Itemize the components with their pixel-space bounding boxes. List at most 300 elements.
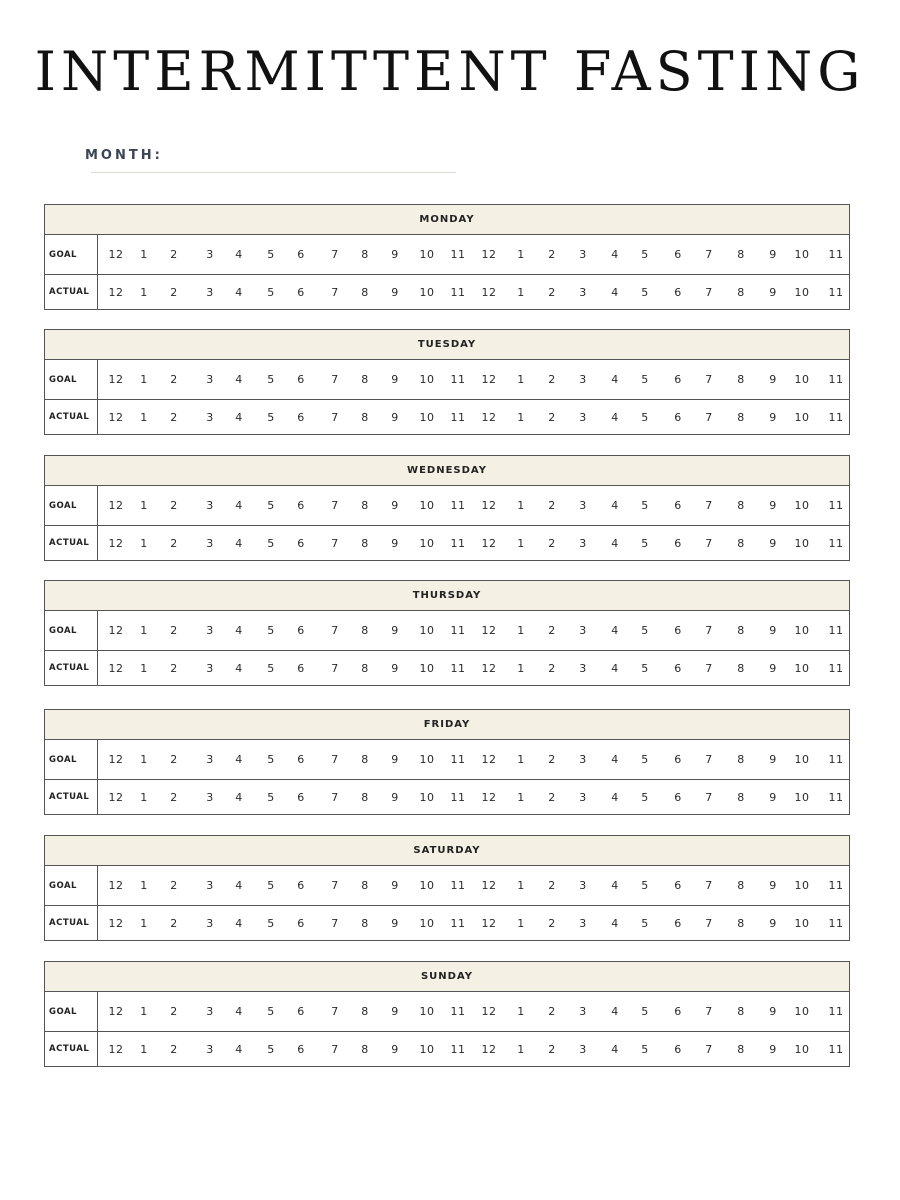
hour-cell[interactable]: 4 xyxy=(235,879,243,892)
hour-cell[interactable]: 7 xyxy=(331,661,339,675)
hour-cell[interactable]: 3 xyxy=(579,916,587,930)
hour-cell[interactable]: 8 xyxy=(361,285,369,299)
hour-cell[interactable]: 11 xyxy=(828,285,844,299)
hour-cell[interactable]: 6 xyxy=(297,410,305,424)
hour-cell[interactable]: 2 xyxy=(548,1042,556,1056)
hour-cell[interactable]: 5 xyxy=(641,536,649,550)
hour-cell[interactable]: 3 xyxy=(206,661,214,675)
hour-cell[interactable]: 3 xyxy=(579,624,587,637)
hour-cell[interactable]: 3 xyxy=(579,536,587,550)
hour-cell[interactable]: 12 xyxy=(108,661,124,675)
hour-cell[interactable]: 5 xyxy=(267,285,275,299)
hour-cell[interactable]: 4 xyxy=(235,753,243,766)
hour-cell[interactable]: 9 xyxy=(391,624,399,637)
hour-cell[interactable]: 5 xyxy=(641,285,649,299)
hour-cell[interactable]: 3 xyxy=(579,1005,587,1018)
hour-cell[interactable]: 8 xyxy=(737,410,745,424)
hour-cell[interactable]: 9 xyxy=(769,285,777,299)
hour-cell[interactable]: 2 xyxy=(170,1042,178,1056)
hour-cell[interactable]: 6 xyxy=(674,753,682,766)
hour-cell[interactable]: 4 xyxy=(611,790,619,804)
hour-cell[interactable]: 1 xyxy=(140,410,148,424)
hour-cell[interactable]: 10 xyxy=(794,499,810,512)
hour-cell[interactable]: 11 xyxy=(828,624,844,637)
hour-cell[interactable]: 11 xyxy=(450,373,466,386)
hour-cell[interactable]: 10 xyxy=(794,624,810,637)
hour-cell[interactable]: 6 xyxy=(297,790,305,804)
hour-cell[interactable]: 1 xyxy=(517,1042,525,1056)
hour-cell[interactable]: 4 xyxy=(235,499,243,512)
hour-cell[interactable]: 8 xyxy=(737,536,745,550)
hour-cell[interactable]: 9 xyxy=(769,790,777,804)
hour-cell[interactable]: 10 xyxy=(794,1042,810,1056)
hour-cell[interactable]: 3 xyxy=(206,1042,214,1056)
hour-cell[interactable]: 8 xyxy=(737,1005,745,1018)
hour-cell[interactable]: 10 xyxy=(794,248,810,261)
hour-cell[interactable]: 1 xyxy=(517,753,525,766)
hour-cell[interactable]: 12 xyxy=(481,373,497,386)
hour-cell[interactable]: 12 xyxy=(481,499,497,512)
hour-cell[interactable]: 12 xyxy=(481,916,497,930)
hour-cell[interactable]: 4 xyxy=(611,248,619,261)
hour-cell[interactable]: 11 xyxy=(828,536,844,550)
hour-cell[interactable]: 9 xyxy=(391,373,399,386)
hour-cell[interactable]: 7 xyxy=(331,410,339,424)
hour-cell[interactable]: 8 xyxy=(361,879,369,892)
hour-cell[interactable]: 12 xyxy=(481,410,497,424)
hour-cell[interactable]: 11 xyxy=(450,1042,466,1056)
hour-cell[interactable]: 8 xyxy=(737,499,745,512)
hour-cell[interactable]: 8 xyxy=(737,790,745,804)
hour-cell[interactable]: 9 xyxy=(391,879,399,892)
hour-cell[interactable]: 4 xyxy=(611,879,619,892)
hour-cell[interactable]: 6 xyxy=(674,624,682,637)
hour-cell[interactable]: 8 xyxy=(361,1005,369,1018)
hour-cell[interactable]: 10 xyxy=(794,536,810,550)
hour-cell[interactable]: 1 xyxy=(517,1005,525,1018)
hour-cell[interactable]: 9 xyxy=(391,790,399,804)
hour-cell[interactable]: 12 xyxy=(108,248,124,261)
hour-cell[interactable]: 6 xyxy=(674,661,682,675)
hour-cell[interactable]: 1 xyxy=(140,248,148,261)
hour-cell[interactable]: 2 xyxy=(170,753,178,766)
hour-cell[interactable]: 6 xyxy=(674,248,682,261)
hour-cell[interactable]: 10 xyxy=(419,661,435,675)
hour-cell[interactable]: 12 xyxy=(481,753,497,766)
hour-cell[interactable]: 12 xyxy=(108,916,124,930)
hour-cell[interactable]: 3 xyxy=(206,536,214,550)
hour-cell[interactable]: 8 xyxy=(737,661,745,675)
hour-cell[interactable]: 12 xyxy=(108,410,124,424)
hour-cell[interactable]: 3 xyxy=(579,790,587,804)
hour-cell[interactable]: 9 xyxy=(391,536,399,550)
hour-cell[interactable]: 6 xyxy=(297,661,305,675)
hour-cell[interactable]: 2 xyxy=(170,1005,178,1018)
hour-cell[interactable]: 12 xyxy=(108,1042,124,1056)
hour-cell[interactable]: 4 xyxy=(235,285,243,299)
hour-cell[interactable]: 11 xyxy=(828,661,844,675)
hour-cell[interactable]: 4 xyxy=(235,1005,243,1018)
hour-cell[interactable]: 6 xyxy=(297,373,305,386)
hour-cell[interactable]: 2 xyxy=(170,373,178,386)
hour-cell[interactable]: 4 xyxy=(235,248,243,261)
hour-cell[interactable]: 2 xyxy=(548,879,556,892)
hour-cell[interactable]: 9 xyxy=(391,1042,399,1056)
hour-cell[interactable]: 6 xyxy=(297,1042,305,1056)
hour-cell[interactable]: 1 xyxy=(140,790,148,804)
hour-cell[interactable]: 4 xyxy=(611,916,619,930)
hour-cell[interactable]: 12 xyxy=(481,624,497,637)
hour-cell[interactable]: 1 xyxy=(517,916,525,930)
hour-cell[interactable]: 7 xyxy=(331,536,339,550)
hour-cell[interactable]: 1 xyxy=(517,410,525,424)
hour-cell[interactable]: 11 xyxy=(828,753,844,766)
hour-cell[interactable]: 10 xyxy=(419,373,435,386)
hour-cell[interactable]: 4 xyxy=(611,285,619,299)
hour-cell[interactable]: 5 xyxy=(641,1042,649,1056)
hour-cell[interactable]: 10 xyxy=(419,790,435,804)
hour-cell[interactable]: 3 xyxy=(206,879,214,892)
hour-cell[interactable]: 9 xyxy=(391,499,399,512)
hour-cell[interactable]: 2 xyxy=(170,624,178,637)
hour-cell[interactable]: 6 xyxy=(674,410,682,424)
hour-cell[interactable]: 3 xyxy=(206,790,214,804)
hour-cell[interactable]: 8 xyxy=(361,753,369,766)
hour-cell[interactable]: 10 xyxy=(794,790,810,804)
hour-cell[interactable]: 10 xyxy=(419,499,435,512)
hour-cell[interactable]: 7 xyxy=(705,1005,713,1018)
hour-cell[interactable]: 11 xyxy=(450,879,466,892)
hour-cell[interactable]: 9 xyxy=(391,248,399,261)
hour-cell[interactable]: 9 xyxy=(769,753,777,766)
hour-cell[interactable]: 5 xyxy=(267,790,275,804)
hour-cell[interactable]: 4 xyxy=(235,536,243,550)
hour-cell[interactable]: 7 xyxy=(331,373,339,386)
hour-cell[interactable]: 3 xyxy=(206,624,214,637)
hour-cell[interactable]: 6 xyxy=(674,499,682,512)
hour-cell[interactable]: 7 xyxy=(331,790,339,804)
hour-cell[interactable]: 10 xyxy=(419,248,435,261)
hour-cell[interactable]: 2 xyxy=(170,879,178,892)
hour-cell[interactable]: 5 xyxy=(267,1005,275,1018)
hour-cell[interactable]: 5 xyxy=(267,1042,275,1056)
hour-cell[interactable]: 1 xyxy=(517,790,525,804)
hour-cell[interactable]: 4 xyxy=(611,373,619,386)
hour-cell[interactable]: 11 xyxy=(828,499,844,512)
hour-cell[interactable]: 2 xyxy=(170,790,178,804)
hour-cell[interactable]: 10 xyxy=(794,879,810,892)
hour-cell[interactable]: 5 xyxy=(267,536,275,550)
hour-cell[interactable]: 9 xyxy=(769,410,777,424)
hour-cell[interactable]: 3 xyxy=(579,661,587,675)
hour-cell[interactable]: 8 xyxy=(737,624,745,637)
hour-cell[interactable]: 5 xyxy=(267,373,275,386)
hour-cell[interactable]: 12 xyxy=(108,1005,124,1018)
hour-cell[interactable]: 10 xyxy=(794,753,810,766)
hour-cell[interactable]: 12 xyxy=(481,1042,497,1056)
hour-cell[interactable]: 2 xyxy=(548,790,556,804)
hour-cell[interactable]: 8 xyxy=(361,661,369,675)
hour-cell[interactable]: 2 xyxy=(170,916,178,930)
hour-cell[interactable]: 2 xyxy=(548,373,556,386)
hour-cell[interactable]: 7 xyxy=(331,1042,339,1056)
hour-cell[interactable]: 12 xyxy=(108,373,124,386)
hour-cell[interactable]: 1 xyxy=(517,536,525,550)
hour-cell[interactable]: 8 xyxy=(361,1042,369,1056)
hour-cell[interactable]: 11 xyxy=(450,499,466,512)
hour-cell[interactable]: 10 xyxy=(419,879,435,892)
hour-cell[interactable]: 6 xyxy=(674,536,682,550)
hour-cell[interactable]: 1 xyxy=(517,661,525,675)
hour-cell[interactable]: 12 xyxy=(108,753,124,766)
hour-cell[interactable]: 9 xyxy=(391,661,399,675)
hour-cell[interactable]: 4 xyxy=(235,661,243,675)
hour-cell[interactable]: 7 xyxy=(331,248,339,261)
hour-cell[interactable]: 9 xyxy=(769,499,777,512)
hour-cell[interactable]: 7 xyxy=(705,661,713,675)
hour-cell[interactable]: 5 xyxy=(641,916,649,930)
hour-cell[interactable]: 8 xyxy=(737,753,745,766)
hour-cell[interactable]: 7 xyxy=(705,410,713,424)
hour-cell[interactable]: 4 xyxy=(235,1042,243,1056)
hour-cell[interactable]: 10 xyxy=(419,410,435,424)
hour-cell[interactable]: 8 xyxy=(361,916,369,930)
hour-cell[interactable]: 11 xyxy=(450,285,466,299)
hour-cell[interactable]: 4 xyxy=(611,1042,619,1056)
hour-cell[interactable]: 11 xyxy=(450,661,466,675)
hour-cell[interactable]: 2 xyxy=(170,499,178,512)
hour-cell[interactable]: 3 xyxy=(206,373,214,386)
hour-cell[interactable]: 12 xyxy=(481,879,497,892)
hour-cell[interactable]: 6 xyxy=(297,1005,305,1018)
hour-cell[interactable]: 6 xyxy=(297,285,305,299)
hour-cell[interactable]: 5 xyxy=(267,916,275,930)
hour-cell[interactable]: 11 xyxy=(828,373,844,386)
hour-cell[interactable]: 2 xyxy=(548,916,556,930)
hour-cell[interactable]: 1 xyxy=(517,373,525,386)
hour-cell[interactable]: 4 xyxy=(235,790,243,804)
hour-cell[interactable]: 3 xyxy=(206,499,214,512)
hour-cell[interactable]: 1 xyxy=(517,285,525,299)
hour-cell[interactable]: 8 xyxy=(361,624,369,637)
hour-cell[interactable]: 6 xyxy=(297,624,305,637)
hour-cell[interactable]: 11 xyxy=(828,248,844,261)
hour-cell[interactable]: 1 xyxy=(140,499,148,512)
hour-cell[interactable]: 9 xyxy=(769,536,777,550)
hour-cell[interactable]: 6 xyxy=(674,916,682,930)
hour-cell[interactable]: 10 xyxy=(419,916,435,930)
hour-cell[interactable]: 9 xyxy=(769,373,777,386)
hour-cell[interactable]: 12 xyxy=(108,536,124,550)
hour-cell[interactable]: 5 xyxy=(641,753,649,766)
hour-cell[interactable]: 7 xyxy=(705,753,713,766)
hour-cell[interactable]: 4 xyxy=(235,373,243,386)
hour-cell[interactable]: 11 xyxy=(450,1005,466,1018)
hour-cell[interactable]: 9 xyxy=(391,1005,399,1018)
hour-cell[interactable]: 4 xyxy=(611,410,619,424)
hour-cell[interactable]: 7 xyxy=(705,624,713,637)
hour-cell[interactable]: 9 xyxy=(769,1042,777,1056)
hour-cell[interactable]: 8 xyxy=(737,1042,745,1056)
hour-cell[interactable]: 1 xyxy=(140,753,148,766)
hour-cell[interactable]: 3 xyxy=(206,248,214,261)
hour-cell[interactable]: 7 xyxy=(331,499,339,512)
hour-cell[interactable]: 3 xyxy=(206,285,214,299)
hour-cell[interactable]: 8 xyxy=(361,410,369,424)
hour-cell[interactable]: 6 xyxy=(297,248,305,261)
hour-cell[interactable]: 7 xyxy=(331,916,339,930)
hour-cell[interactable]: 2 xyxy=(170,661,178,675)
hour-cell[interactable]: 8 xyxy=(737,916,745,930)
hour-cell[interactable]: 6 xyxy=(297,916,305,930)
hour-cell[interactable]: 5 xyxy=(641,373,649,386)
hour-cell[interactable]: 1 xyxy=(140,916,148,930)
hour-cell[interactable]: 8 xyxy=(361,248,369,261)
hour-cell[interactable]: 2 xyxy=(548,499,556,512)
hour-cell[interactable]: 2 xyxy=(548,1005,556,1018)
hour-cell[interactable]: 9 xyxy=(391,285,399,299)
hour-cell[interactable]: 11 xyxy=(828,1005,844,1018)
hour-cell[interactable]: 8 xyxy=(737,879,745,892)
hour-cell[interactable]: 1 xyxy=(140,624,148,637)
hour-cell[interactable]: 10 xyxy=(794,285,810,299)
hour-cell[interactable]: 8 xyxy=(361,373,369,386)
hour-cell[interactable]: 3 xyxy=(579,373,587,386)
hour-cell[interactable]: 2 xyxy=(170,536,178,550)
hour-cell[interactable]: 11 xyxy=(450,916,466,930)
hour-cell[interactable]: 1 xyxy=(517,624,525,637)
hour-cell[interactable]: 7 xyxy=(705,373,713,386)
hour-cell[interactable]: 5 xyxy=(267,499,275,512)
hour-cell[interactable]: 5 xyxy=(641,661,649,675)
hour-cell[interactable]: 7 xyxy=(331,624,339,637)
hour-cell[interactable]: 11 xyxy=(828,790,844,804)
hour-cell[interactable]: 12 xyxy=(481,661,497,675)
hour-cell[interactable]: 12 xyxy=(108,624,124,637)
hour-cell[interactable]: 2 xyxy=(170,410,178,424)
hour-cell[interactable]: 1 xyxy=(140,1042,148,1056)
hour-cell[interactable]: 10 xyxy=(419,285,435,299)
hour-cell[interactable]: 5 xyxy=(641,879,649,892)
hour-cell[interactable]: 4 xyxy=(235,624,243,637)
hour-cell[interactable]: 2 xyxy=(548,661,556,675)
hour-cell[interactable]: 11 xyxy=(450,248,466,261)
hour-cell[interactable]: 8 xyxy=(737,373,745,386)
hour-cell[interactable]: 3 xyxy=(579,285,587,299)
hour-cell[interactable]: 5 xyxy=(641,624,649,637)
hour-cell[interactable]: 12 xyxy=(481,790,497,804)
hour-cell[interactable]: 6 xyxy=(674,373,682,386)
hour-cell[interactable]: 4 xyxy=(611,536,619,550)
hour-cell[interactable]: 7 xyxy=(705,248,713,261)
hour-cell[interactable]: 10 xyxy=(794,373,810,386)
hour-cell[interactable]: 8 xyxy=(737,248,745,261)
hour-cell[interactable]: 10 xyxy=(419,1005,435,1018)
hour-cell[interactable]: 3 xyxy=(206,916,214,930)
month-input-line[interactable] xyxy=(91,172,456,173)
hour-cell[interactable]: 6 xyxy=(674,1005,682,1018)
hour-cell[interactable]: 6 xyxy=(674,879,682,892)
hour-cell[interactable]: 3 xyxy=(579,248,587,261)
hour-cell[interactable]: 8 xyxy=(361,790,369,804)
hour-cell[interactable]: 6 xyxy=(297,753,305,766)
hour-cell[interactable]: 5 xyxy=(641,410,649,424)
hour-cell[interactable]: 3 xyxy=(206,410,214,424)
hour-cell[interactable]: 9 xyxy=(769,624,777,637)
hour-cell[interactable]: 6 xyxy=(297,499,305,512)
hour-cell[interactable]: 10 xyxy=(794,1005,810,1018)
hour-cell[interactable]: 6 xyxy=(674,790,682,804)
hour-cell[interactable]: 7 xyxy=(705,790,713,804)
hour-cell[interactable]: 9 xyxy=(769,879,777,892)
hour-cell[interactable]: 4 xyxy=(611,499,619,512)
hour-cell[interactable]: 10 xyxy=(419,624,435,637)
hour-cell[interactable]: 12 xyxy=(481,248,497,261)
hour-cell[interactable]: 4 xyxy=(235,916,243,930)
hour-cell[interactable]: 12 xyxy=(108,285,124,299)
hour-cell[interactable]: 1 xyxy=(517,248,525,261)
hour-cell[interactable]: 9 xyxy=(769,661,777,675)
hour-cell[interactable]: 2 xyxy=(170,285,178,299)
hour-cell[interactable]: 7 xyxy=(331,1005,339,1018)
hour-cell[interactable]: 11 xyxy=(828,916,844,930)
hour-cell[interactable]: 12 xyxy=(108,879,124,892)
hour-cell[interactable]: 2 xyxy=(548,753,556,766)
hour-cell[interactable]: 7 xyxy=(705,499,713,512)
hour-cell[interactable]: 7 xyxy=(705,285,713,299)
hour-cell[interactable]: 6 xyxy=(297,879,305,892)
hour-cell[interactable]: 11 xyxy=(450,753,466,766)
hour-cell[interactable]: 1 xyxy=(140,285,148,299)
hour-cell[interactable]: 9 xyxy=(391,753,399,766)
hour-cell[interactable]: 7 xyxy=(705,879,713,892)
hour-cell[interactable]: 5 xyxy=(267,248,275,261)
hour-cell[interactable]: 5 xyxy=(641,1005,649,1018)
hour-cell[interactable]: 3 xyxy=(579,499,587,512)
hour-cell[interactable]: 1 xyxy=(140,536,148,550)
hour-cell[interactable]: 7 xyxy=(331,285,339,299)
hour-cell[interactable]: 9 xyxy=(769,248,777,261)
hour-cell[interactable]: 11 xyxy=(450,790,466,804)
hour-cell[interactable]: 11 xyxy=(828,879,844,892)
hour-cell[interactable]: 8 xyxy=(737,285,745,299)
hour-cell[interactable]: 5 xyxy=(267,410,275,424)
hour-cell[interactable]: 3 xyxy=(206,753,214,766)
hour-cell[interactable]: 9 xyxy=(769,1005,777,1018)
hour-cell[interactable]: 1 xyxy=(140,373,148,386)
hour-cell[interactable]: 4 xyxy=(235,410,243,424)
hour-cell[interactable]: 1 xyxy=(140,1005,148,1018)
hour-cell[interactable]: 3 xyxy=(206,1005,214,1018)
hour-cell[interactable]: 12 xyxy=(108,790,124,804)
hour-cell[interactable]: 10 xyxy=(794,916,810,930)
hour-cell[interactable]: 2 xyxy=(170,248,178,261)
hour-cell[interactable]: 2 xyxy=(548,410,556,424)
hour-cell[interactable]: 2 xyxy=(548,536,556,550)
hour-cell[interactable]: 12 xyxy=(481,285,497,299)
hour-cell[interactable]: 5 xyxy=(267,753,275,766)
hour-cell[interactable]: 2 xyxy=(548,624,556,637)
hour-cell[interactable]: 10 xyxy=(794,661,810,675)
hour-cell[interactable]: 3 xyxy=(579,1042,587,1056)
hour-cell[interactable]: 3 xyxy=(579,410,587,424)
hour-cell[interactable]: 10 xyxy=(419,1042,435,1056)
hour-cell[interactable]: 5 xyxy=(267,879,275,892)
hour-cell[interactable]: 5 xyxy=(641,499,649,512)
hour-cell[interactable]: 7 xyxy=(331,753,339,766)
hour-cell[interactable]: 6 xyxy=(297,536,305,550)
hour-cell[interactable]: 5 xyxy=(641,248,649,261)
